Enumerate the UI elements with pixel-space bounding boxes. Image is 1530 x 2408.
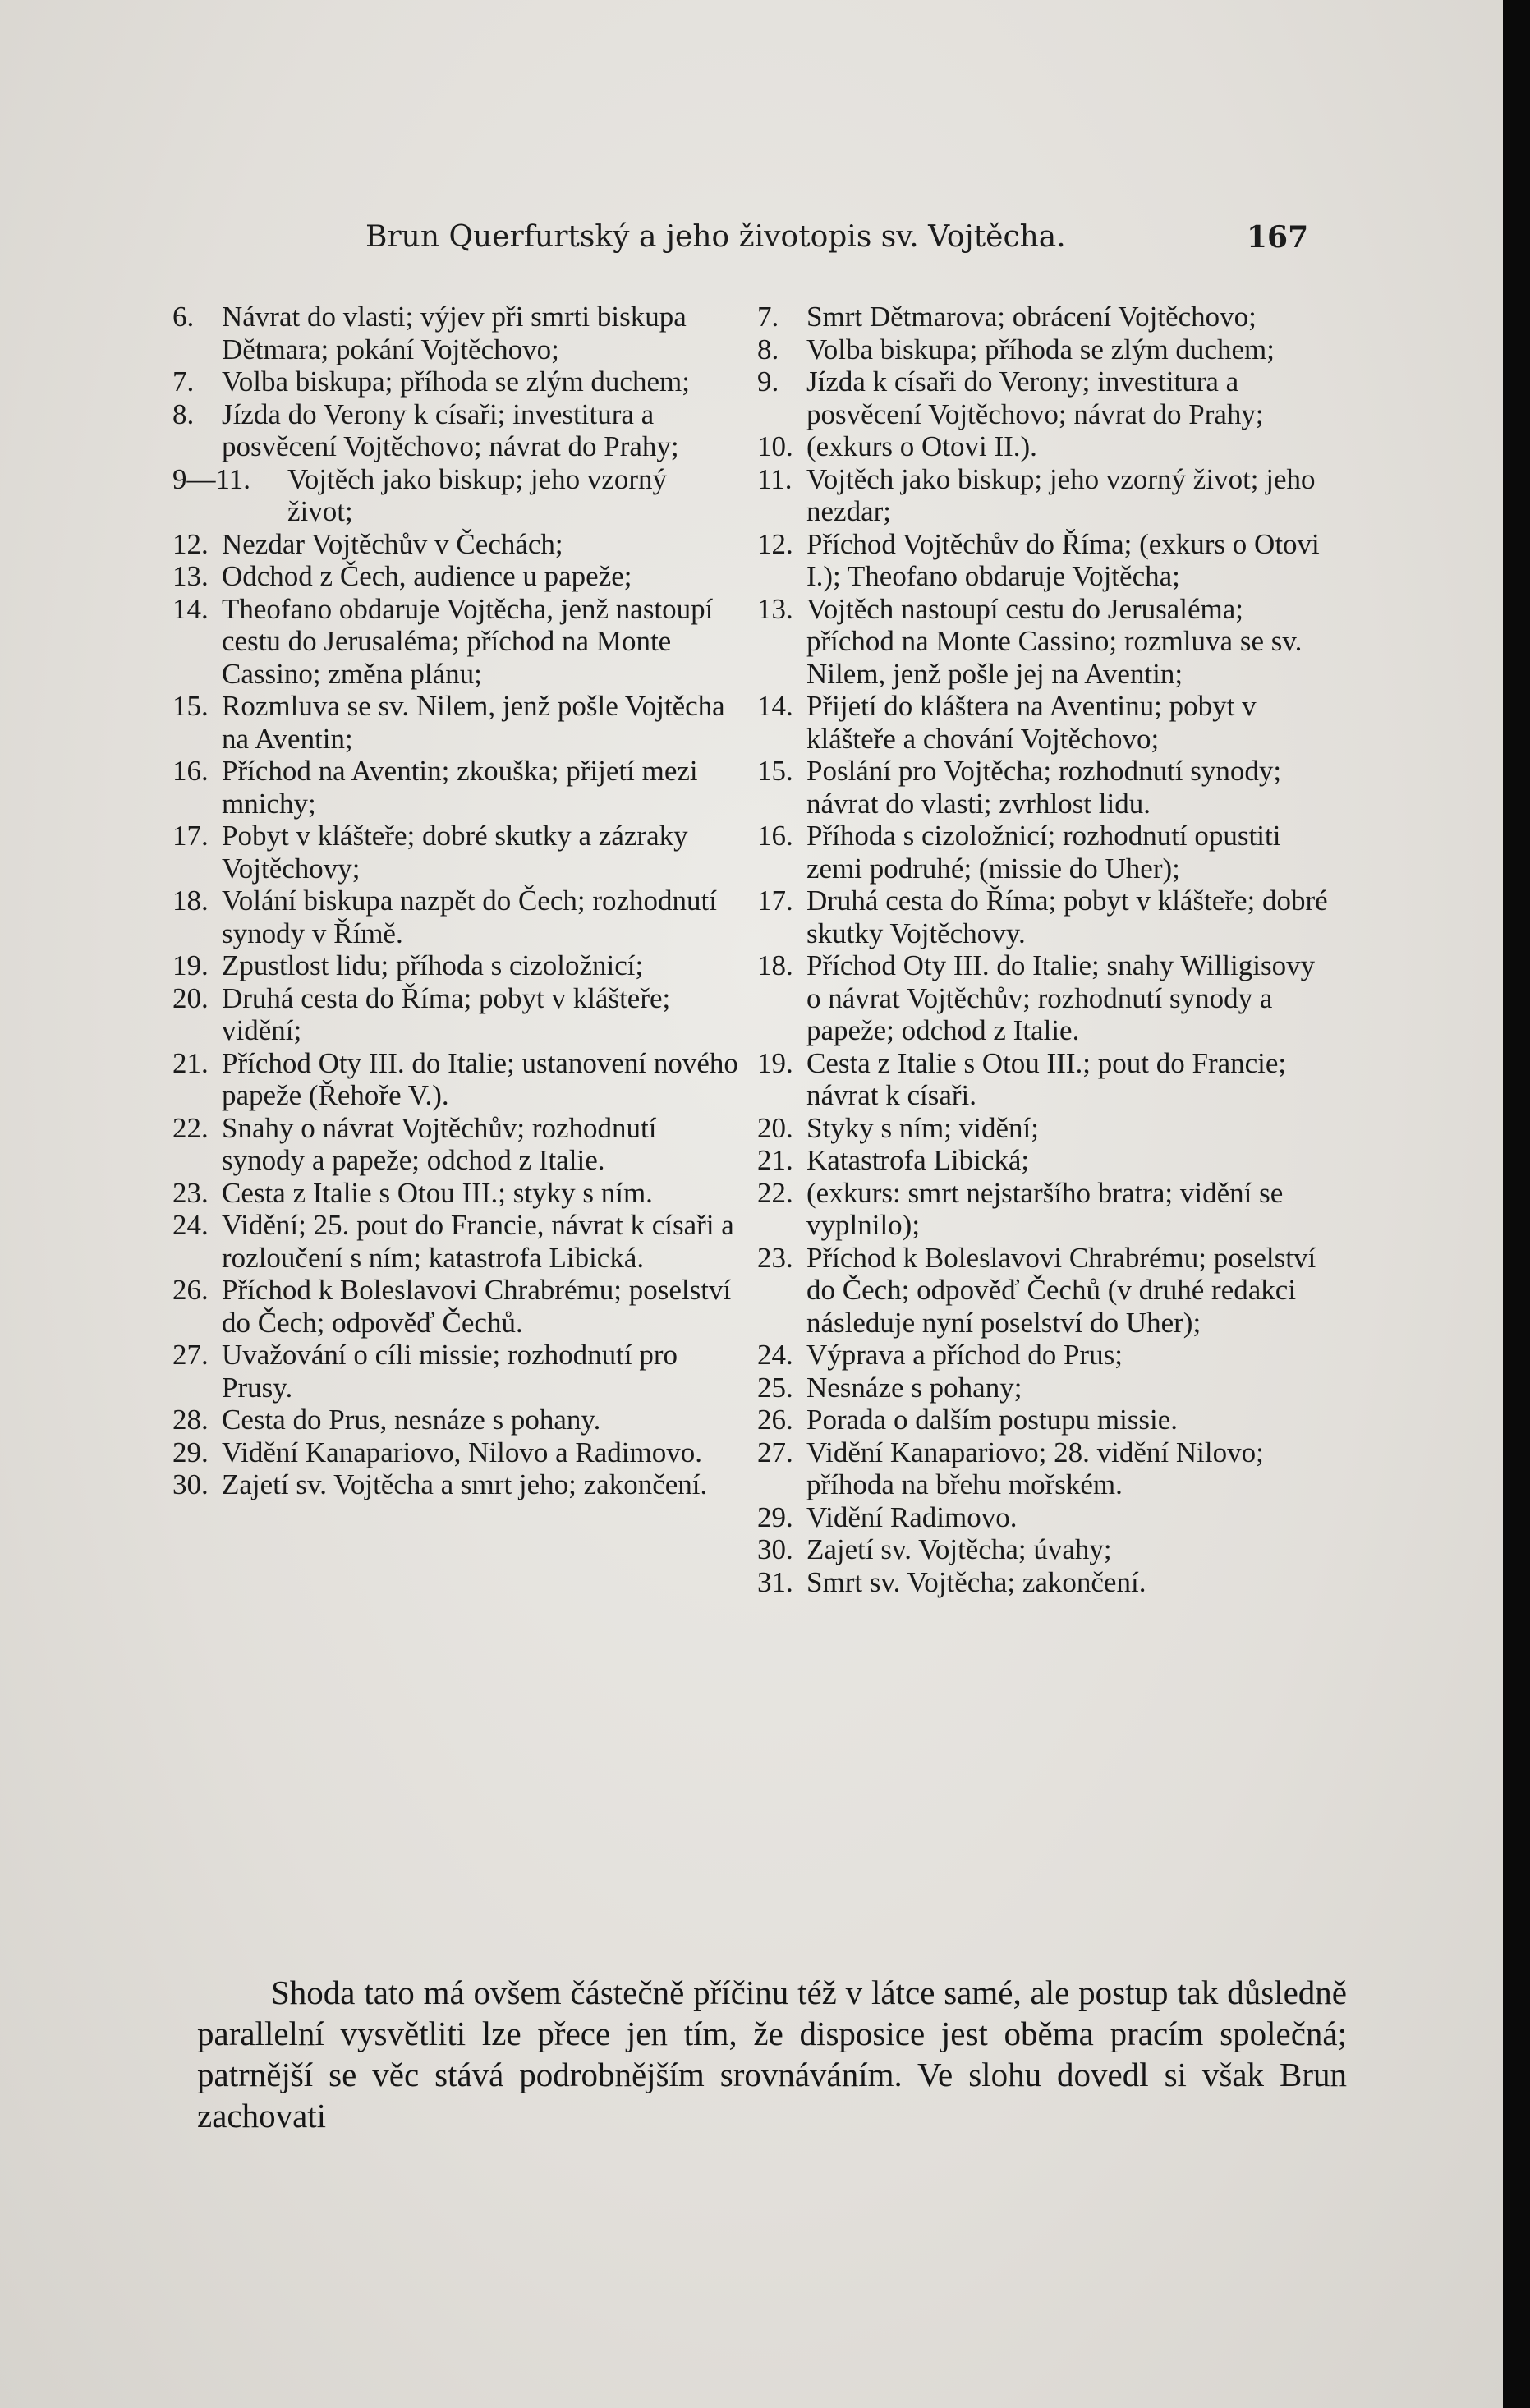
- outline-entry: [757, 949, 1332, 1047]
- outline-entry: [172, 755, 739, 820]
- outline-entry: [172, 1436, 739, 1469]
- entry-number: 9.: [757, 365, 779, 398]
- entry-text: Zpustlost lidu; příhoda s cizoložnicí;: [222, 949, 644, 981]
- entry-number: 31.: [757, 1565, 793, 1598]
- outline-entry: [172, 1468, 739, 1501]
- entry-number: 20.: [757, 1111, 793, 1144]
- entry-text: Výprava a příchod do Prus;: [806, 1339, 1123, 1371]
- outline-entry: [757, 885, 1332, 949]
- entry-text: Příchod na Aventin; zkouška; přijetí mezi mnichy;: [222, 755, 698, 820]
- entry-text: Smrt Dětmarova; obrácení Vojtěchovo;: [806, 301, 1257, 333]
- entry-text: Odchod z Čech, audience u papeže;: [222, 560, 632, 592]
- outline-entry: [172, 301, 739, 365]
- outline-entry: [757, 1436, 1332, 1501]
- entry-number: 18.: [172, 885, 209, 917]
- entry-text: Jízda k císaři do Verony; investitura a posvěcení Vojtěchovo; návrat do Prahy;: [806, 365, 1264, 430]
- entry-text: Příchod k Boleslavovi Chrabrému; poselství do Čech; odpověď Čechů.: [222, 1274, 732, 1339]
- outline-entry: [757, 820, 1332, 885]
- entry-number: 8.: [172, 398, 195, 430]
- outline-entry: [172, 1177, 739, 1210]
- entry-text: (exkurs: smrt nejstaršího bratra; vidění se vyplnilo);: [806, 1176, 1284, 1241]
- entry-number: 21.: [172, 1046, 209, 1079]
- running-title: Brun Querfurtský a jeho životopis sv. Vojtěcha.: [365, 220, 1066, 254]
- right-column-outline: [757, 301, 1332, 1598]
- entry-text: Zajetí sv. Vojtěcha; úvahy;: [806, 1533, 1112, 1565]
- entry-number: 11.: [757, 462, 793, 495]
- entry-number: 29.: [172, 1436, 209, 1468]
- entry-text: Vidění Kanapariovo; 28. vidění Nilovo; příhoda na břehu mořském.: [806, 1436, 1264, 1500]
- page-header: [164, 220, 1314, 269]
- outline-entry: [172, 560, 739, 593]
- entry-text: Návrat do vlasti; výjev při smrti biskupa Dětmara; pokání Vojtěchovo;: [222, 301, 687, 365]
- entry-number: 26.: [172, 1274, 209, 1306]
- entry-text: Vidění Kanapariovo, Nilovo a Radimovo.: [222, 1436, 703, 1468]
- entry-text: Volba biskupa; příhoda se zlým duchem;: [222, 365, 690, 398]
- entry-text: Příchod Oty III. do Italie; ustanovení nového papeže (Řehoře V.).: [222, 1046, 738, 1111]
- outline-entry: [757, 1501, 1332, 1534]
- entry-text: Snahy o návrat Vojtěchův; rozhodnutí synody a papeže; odchod z Italie.: [222, 1111, 657, 1176]
- entry-number: 15.: [172, 690, 209, 722]
- outline-entry: [757, 1112, 1332, 1145]
- outline-entry: [172, 1112, 739, 1177]
- entry-text: Jízda do Verony k císaři; investitura a posvěcení Vojtěchovo; návrat do Prahy;: [222, 398, 679, 462]
- entry-text: Rozmluva se sv. Nilem, jenž pošle Vojtěcha na Aventin;: [222, 690, 725, 755]
- entry-text: Vojtěch nastoupí cestu do Jerusaléma; příchod na Monte Cassino; rozmluva se sv. Nilem, jenž pošle jej na Aventin;: [806, 592, 1303, 690]
- entry-text: Nezdar Vojtěchův v Čechách;: [222, 527, 563, 560]
- entry-text: Poslání pro Vojtěcha; rozhodnutí synody; návrat do vlasti; zvrhlost lidu.: [806, 755, 1282, 820]
- outline-entry: [757, 463, 1332, 528]
- outline-entry: [757, 1339, 1332, 1372]
- entry-text: Zajetí sv. Vojtěcha a smrt jeho; zakončení.: [222, 1468, 708, 1500]
- outline-entry: [172, 398, 739, 463]
- entry-number: 19.: [172, 949, 209, 981]
- entry-number: 23.: [757, 1241, 793, 1274]
- scan-edge: [1503, 0, 1530, 2408]
- entry-number: 19.: [757, 1046, 793, 1079]
- outline-entry: [172, 1274, 739, 1339]
- outline-entry: [757, 1177, 1332, 1242]
- entry-text: (exkurs o Otovi II.).: [806, 430, 1037, 462]
- entry-number: 14.: [757, 690, 793, 722]
- outline-entry: [172, 982, 739, 1047]
- outline-entry: [757, 1242, 1332, 1340]
- entry-text: Cesta z Italie s Otou III.; styky s ním.: [222, 1176, 653, 1209]
- outline-entry: [172, 885, 739, 949]
- outline-entry: [757, 1404, 1332, 1436]
- outline-entry: [757, 1566, 1332, 1599]
- outline-entry: [172, 365, 739, 398]
- entry-text: Vojtěch jako biskup; jeho vzorný život; jeho nezdar;: [806, 462, 1316, 527]
- outline-entry: [172, 1047, 739, 1112]
- entry-number: 6.: [172, 301, 195, 333]
- outline-entry: [172, 820, 739, 885]
- entry-number: 21.: [757, 1144, 793, 1176]
- outline-entry: [172, 949, 739, 982]
- left-column-outline: [172, 301, 739, 1501]
- entry-number: 8.: [757, 333, 779, 365]
- entry-number: 30.: [172, 1468, 209, 1500]
- entry-number: 13.: [172, 560, 209, 592]
- entry-text: Druhá cesta do Říma; pobyt v klášteře; dobré skutky Vojtěchovy.: [806, 885, 1328, 949]
- entry-number: 24.: [757, 1339, 793, 1371]
- outline-entry: [172, 463, 739, 528]
- entry-text: Příchod Oty III. do Italie; snahy Willigisovy o návrat Vojtěchův; rozhodnutí synody a papeže; odchod z Italie.: [806, 949, 1316, 1046]
- outline-entry: [757, 1533, 1332, 1566]
- outline-entry: [757, 1372, 1332, 1404]
- entry-number: 22.: [757, 1176, 793, 1209]
- entry-number: 7.: [172, 365, 195, 398]
- entry-text: Uvažování o cíli missie; rozhodnutí pro Prusy.: [222, 1339, 678, 1404]
- outline-entry: [757, 333, 1332, 366]
- entry-text: Vidění; 25. pout do Francie, návrat k císaři a rozloučení s ním; katastrofa Libická.: [222, 1209, 734, 1274]
- entry-number: 16.: [172, 755, 209, 787]
- page-number: 167: [1247, 220, 1309, 255]
- entry-text: Vidění Radimovo.: [806, 1500, 1018, 1533]
- outline-entry: [172, 1339, 739, 1404]
- entry-text: Nesnáze s pohany;: [806, 1371, 1022, 1404]
- outline-entry: [172, 1404, 739, 1436]
- entry-number: 30.: [757, 1533, 793, 1565]
- entry-text: Druhá cesta do Říma; pobyt v klášteře; vidění;: [222, 981, 671, 1046]
- entry-number: 12.: [757, 527, 793, 560]
- entry-text: Cesta do Prus, nesnáze s pohany.: [222, 1404, 601, 1436]
- entry-text: Vojtěch jako biskup; jeho vzorný život;: [287, 462, 668, 527]
- entry-number: 23.: [172, 1176, 209, 1209]
- entry-text: Příchod k Boleslavovi Chrabrému; poselství do Čech; odpověď Čechů (v druhé redakci následuje nyní poselství do Uher);: [806, 1241, 1316, 1339]
- entry-text: Styky s ním; vidění;: [806, 1111, 1039, 1144]
- entry-number: 29.: [757, 1500, 793, 1533]
- entry-number: 14.: [172, 592, 209, 625]
- entry-number: 18.: [757, 949, 793, 981]
- entry-number: 12.: [172, 527, 209, 560]
- outline-entry: [757, 593, 1332, 691]
- outline-entry: [757, 301, 1332, 333]
- entry-number: 22.: [172, 1111, 209, 1144]
- entry-text: Cesta z Italie s Otou III.; pout do Francie; návrat k císaři.: [806, 1046, 1287, 1111]
- entry-number: 13.: [757, 592, 793, 625]
- entry-text: Příhoda s cizoložnicí; rozhodnutí opustiti zemi podruhé; (missie do Uher);: [806, 820, 1281, 885]
- entry-text: Příchod Vojtěchův do Říma; (exkurs o Otovi I.); Theofano obdaruje Vojtěcha;: [806, 527, 1320, 592]
- entry-number: 26.: [757, 1404, 793, 1436]
- entry-text: Volba biskupa; příhoda se zlým duchem;: [806, 333, 1275, 365]
- entry-number: 15.: [757, 755, 793, 787]
- entry-number: 10.: [757, 430, 793, 462]
- entry-text: Volání biskupa nazpět do Čech; rozhodnutí synody v Římě.: [222, 885, 717, 949]
- outline-entry: [172, 593, 739, 691]
- entry-text: Přijetí do kláštera na Aventinu; pobyt v klášteře a chování Vojtěchovo;: [806, 690, 1257, 755]
- outline-entry: [757, 430, 1332, 463]
- entry-number: 25.: [757, 1371, 793, 1404]
- outline-entry: [757, 1047, 1332, 1112]
- entry-number: 27.: [172, 1339, 209, 1371]
- body-paragraph: Shoda tato má ovšem částečně příčinu též v látce samé, ale postup tak důsledně parallelní vysvětliti lze přece jen tím, že disposice jest oběma pracím společná; patrnější se věc stává podrobnějším srovnáváním. Ve slohu dovedl si však Brun zachovati: [197, 1974, 1347, 2135]
- entry-number: 27.: [757, 1436, 793, 1468]
- outline-entry: [172, 528, 739, 561]
- entry-number: 16.: [757, 820, 793, 852]
- entry-text: Katastrofa Libická;: [806, 1144, 1030, 1176]
- entry-number: 17.: [757, 885, 793, 917]
- entry-number: 20.: [172, 981, 209, 1014]
- entry-number: 17.: [172, 820, 209, 852]
- entry-text: Porada o dalším postupu missie.: [806, 1404, 1179, 1436]
- entry-text: Smrt sv. Vojtěcha; zakončení.: [806, 1565, 1146, 1598]
- outline-entry: [172, 1209, 739, 1274]
- entry-number: 28.: [172, 1404, 209, 1436]
- entry-number: 7.: [757, 301, 779, 333]
- outline-entry: [757, 365, 1332, 430]
- entry-text: Theofano obdaruje Vojtěcha, jenž nastoupí cestu do Jerusaléma; příchod na Monte Cassino; změna plánu;: [222, 592, 714, 690]
- outline-entry: [757, 1144, 1332, 1177]
- outline-entry: [757, 755, 1332, 820]
- entry-number: 9—11.: [172, 462, 250, 495]
- entry-number: 24.: [172, 1209, 209, 1241]
- entry-text: Pobyt v klášteře; dobré skutky a zázraky Vojtěchovy;: [222, 820, 688, 885]
- outline-entry: [757, 528, 1332, 593]
- outline-entry: [172, 690, 739, 755]
- outline-entry: [757, 690, 1332, 755]
